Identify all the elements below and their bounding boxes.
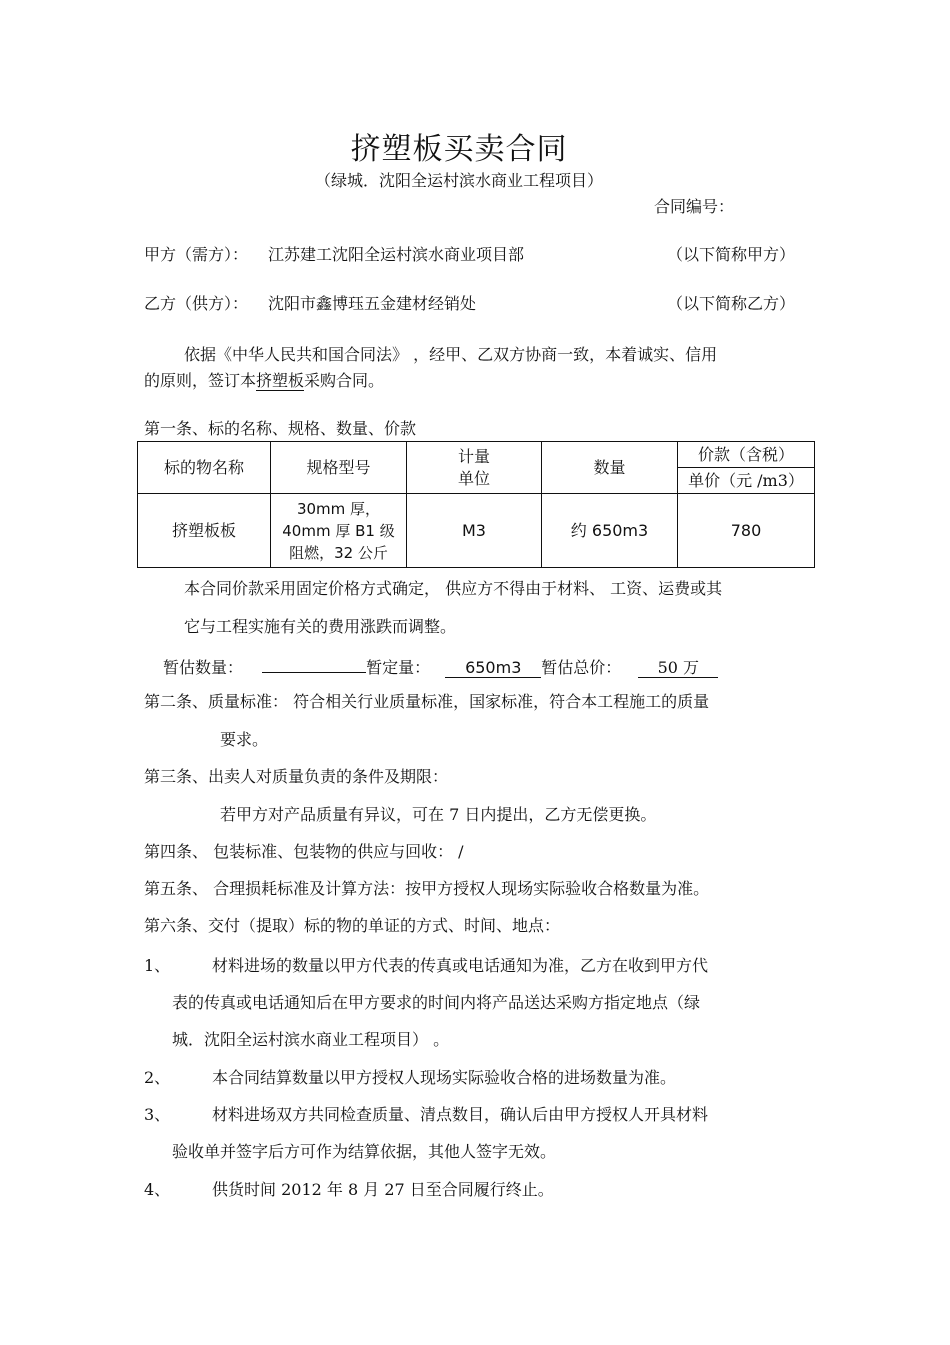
intro-line-1: 依据《中华人民共和国合同法》 ，经甲、乙双方协商一致，本着诚实、信用 — [184, 345, 718, 364]
item-1-line-2: 表的传真或电话通知后在甲方要求的时间内将产品送达采购方指定地点（绿 — [172, 993, 701, 1012]
item-1-line-3: 城．沈阳全运村滨水商业工程项目） 。 — [172, 1030, 450, 1049]
party-b-alias: （以下简称乙方） — [667, 294, 796, 313]
estimate-total-label: 暂估总价： — [541, 658, 622, 677]
party-a-label: 甲方（需方）： — [144, 245, 249, 264]
item-3-line-1: 材料进场双方共同检查质量、清点数目，确认后由甲方授权人开具材料 — [212, 1105, 709, 1124]
estimate-total-value: 50 万 — [638, 659, 718, 678]
item-3-number: 3、 — [144, 1105, 171, 1124]
item-1-number: 1、 — [144, 956, 171, 975]
header-quantity: 数量 — [542, 442, 678, 494]
article-6-title: 第六条、交付（提取）标的物的单证的方式、时间、地点： — [144, 916, 561, 935]
article-2-line-2: 要求。 — [220, 730, 269, 749]
party-a-alias: （以下简称甲方） — [667, 245, 796, 264]
project-subtitle: （绿城．沈阳全运村滨水商业工程项目） — [314, 171, 603, 190]
party-b-label: 乙方（供方）： — [144, 294, 249, 313]
document-title: 挤塑板买卖合同 — [350, 132, 568, 167]
cell-quantity: 约 650m3 — [542, 494, 678, 568]
header-unit-line-1: 计量 — [457, 446, 490, 466]
header-unit-price: 单价（元 /m3） — [678, 468, 815, 494]
article-5: 第五条、 合理损耗标准及计算方法：按甲方授权人现场实际验收合格数量为准。 — [144, 879, 710, 898]
estimate-fixed-value: 650m3 — [445, 659, 541, 678]
estimate-fixed-label: 暂定量： — [366, 658, 431, 677]
header-unit-line-2: 单位 — [457, 468, 490, 488]
header-item-name: 标的物名称 — [138, 442, 271, 494]
item-2-number: 2、 — [144, 1068, 171, 1087]
article-2-line-1: 第二条、质量标准： 符合相关行业质量标准，国家标准，符合本工程施工的质量 — [144, 692, 710, 711]
estimate-qty-value — [262, 654, 366, 673]
cell-spec-line-2: 40mm 厚 B1 级 — [282, 521, 395, 540]
estimate-qty-label: 暂估数量： — [163, 658, 244, 677]
cell-spec-line-3: 阻燃，32 公斤 — [289, 543, 388, 562]
item-3-line-2: 验收单并签字后方可作为结算依据，其他人签字无效。 — [172, 1142, 557, 1161]
cell-unit-price: 780 — [678, 494, 815, 568]
article-3-body: 若甲方对产品质量有异议，可在 7 日内提出，乙方无偿更换。 — [220, 805, 657, 824]
article-4: 第四条、 包装标准、包装物的供应与回收： / — [144, 842, 464, 861]
goods-table — [137, 441, 815, 568]
cell-spec-line-1: 30mm 厚， — [296, 499, 381, 518]
intro-line-2-pre: 的原则，签订本 — [144, 371, 257, 390]
intro-line-2 — [144, 370, 384, 392]
item-4-number: 4、 — [144, 1180, 171, 1199]
item-4-line-1: 供货时间 2012 年 8 月 27 日至合同履行终止。 — [212, 1180, 554, 1199]
header-price-group: 价款（含税） — [678, 442, 815, 468]
article-1-title: 第一条、标的名称、规格、数量、价款 — [144, 419, 417, 438]
cell-item-name: 挤塑板板 — [138, 494, 271, 568]
item-2-line-1: 本合同结算数量以甲方授权人现场实际验收合格的进场数量为准。 — [212, 1068, 677, 1087]
contract-number-label: 合同编号： — [654, 197, 735, 216]
intro-product-underlined: 挤塑板 — [256, 371, 305, 390]
header-unit — [407, 442, 542, 494]
article-3-title: 第三条、出卖人对质量负责的条件及期限： — [144, 767, 449, 786]
party-a-name: 江苏建工沈阳全运村滨水商业项目部 — [268, 245, 525, 264]
price-note-line-2: 它与工程实施有关的费用涨跌而调整。 — [184, 617, 457, 636]
estimate-row — [163, 654, 718, 679]
item-1-line-1: 材料进场的数量以甲方代表的传真或电话通知为准，乙方在收到甲方代 — [212, 956, 709, 975]
party-b-name: 沈阳市鑫博珏五金建材经销处 — [268, 294, 477, 313]
cell-spec — [271, 494, 407, 568]
price-note-line-1: 本合同价款采用固定价格方式确定， 供应方不得由于材料、 工资、运费或其 — [184, 579, 723, 598]
intro-line-2-post: 采购合同。 — [304, 371, 385, 390]
header-spec: 规格型号 — [271, 442, 407, 494]
cell-unit: M3 — [407, 494, 542, 568]
